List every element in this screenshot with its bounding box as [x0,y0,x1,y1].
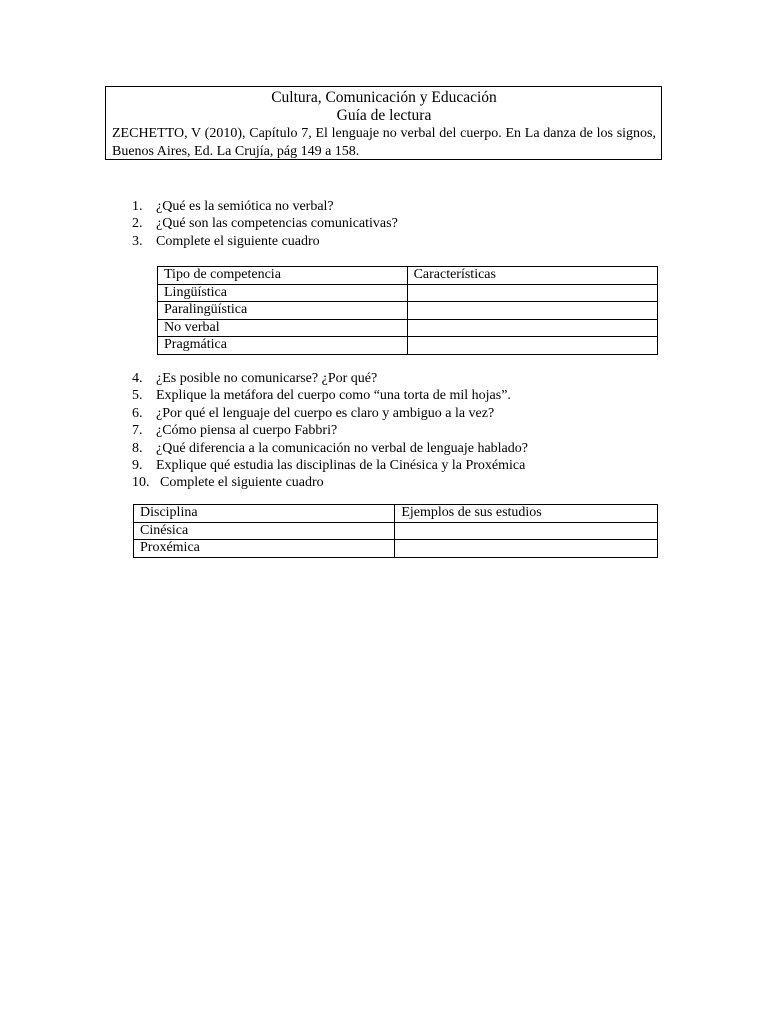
table-header-cell: Disciplina [134,505,395,523]
list-item: 9. Explique qué estudia las disciplinas de la Cinésica y la Proxémica [132,458,526,474]
list-item: 4. ¿Es posible no comunicarse? ¿Por qué? [132,371,378,386]
questions-list-b [132,370,528,492]
list-item: 10. Complete el siguiente cuadro [132,475,324,491]
table-row [158,302,658,320]
table-header-cell: Características [407,267,657,285]
table-row [134,540,658,558]
table-row [158,337,658,355]
disciplines-table [133,504,658,558]
list-item: 2. ¿Qué son las competencias comunicativas? [132,216,398,232]
table-cell: Cinésica [134,522,395,540]
table-cell: No verbal [158,319,408,337]
questions-list-a [132,198,398,250]
table-cell: Pragmática [158,337,408,355]
list-item: 5. Explique la metáfora del cuerpo como “una torta de mil hojas”. [132,388,511,404]
header-box [105,86,662,160]
table-cell [407,284,657,302]
table-cell: Lingüística [158,284,408,302]
table-row [134,522,658,540]
table-header-row [134,505,658,523]
list-item: 6. ¿Por qué el lenguaje del cuerpo es claro y ambiguo a la vez? [132,405,495,421]
competencies-table [157,266,658,355]
list-item: 8. ¿Qué diferencia a la comunicación no verbal de lenguaje hablado? [132,440,528,456]
table-header-cell: Ejemplos de sus estudios [395,505,658,523]
table-row [158,319,658,337]
table-header-row [158,267,658,285]
table-cell [395,522,658,540]
bibliographic-reference: ZECHETTO, V (2010), Capítulo 7, El lenguaje no verbal del cuerpo. En La danza de los signos, Buenos Aires, Ed. La Crujía, pág 149 a 158. [112,126,656,159]
table-cell: Paralingüística [158,302,408,320]
table-cell [395,540,658,558]
list-item: 3. Complete el siguiente cuadro [132,233,320,249]
list-item: 7. ¿Cómo piensa al cuerpo Fabbri? [132,423,338,439]
document-subtitle: Guía de lectura [336,107,432,124]
table-cell [407,302,657,320]
table-row [158,284,658,302]
document-title: Cultura, Comunicación y Educación [271,89,497,106]
table-cell [407,319,657,337]
table-cell [407,337,657,355]
list-item: 1. ¿Qué es la semiótica no verbal? [132,199,334,214]
table-cell: Proxémica [134,540,395,558]
table-header-cell: Tipo de competencia [158,267,408,285]
